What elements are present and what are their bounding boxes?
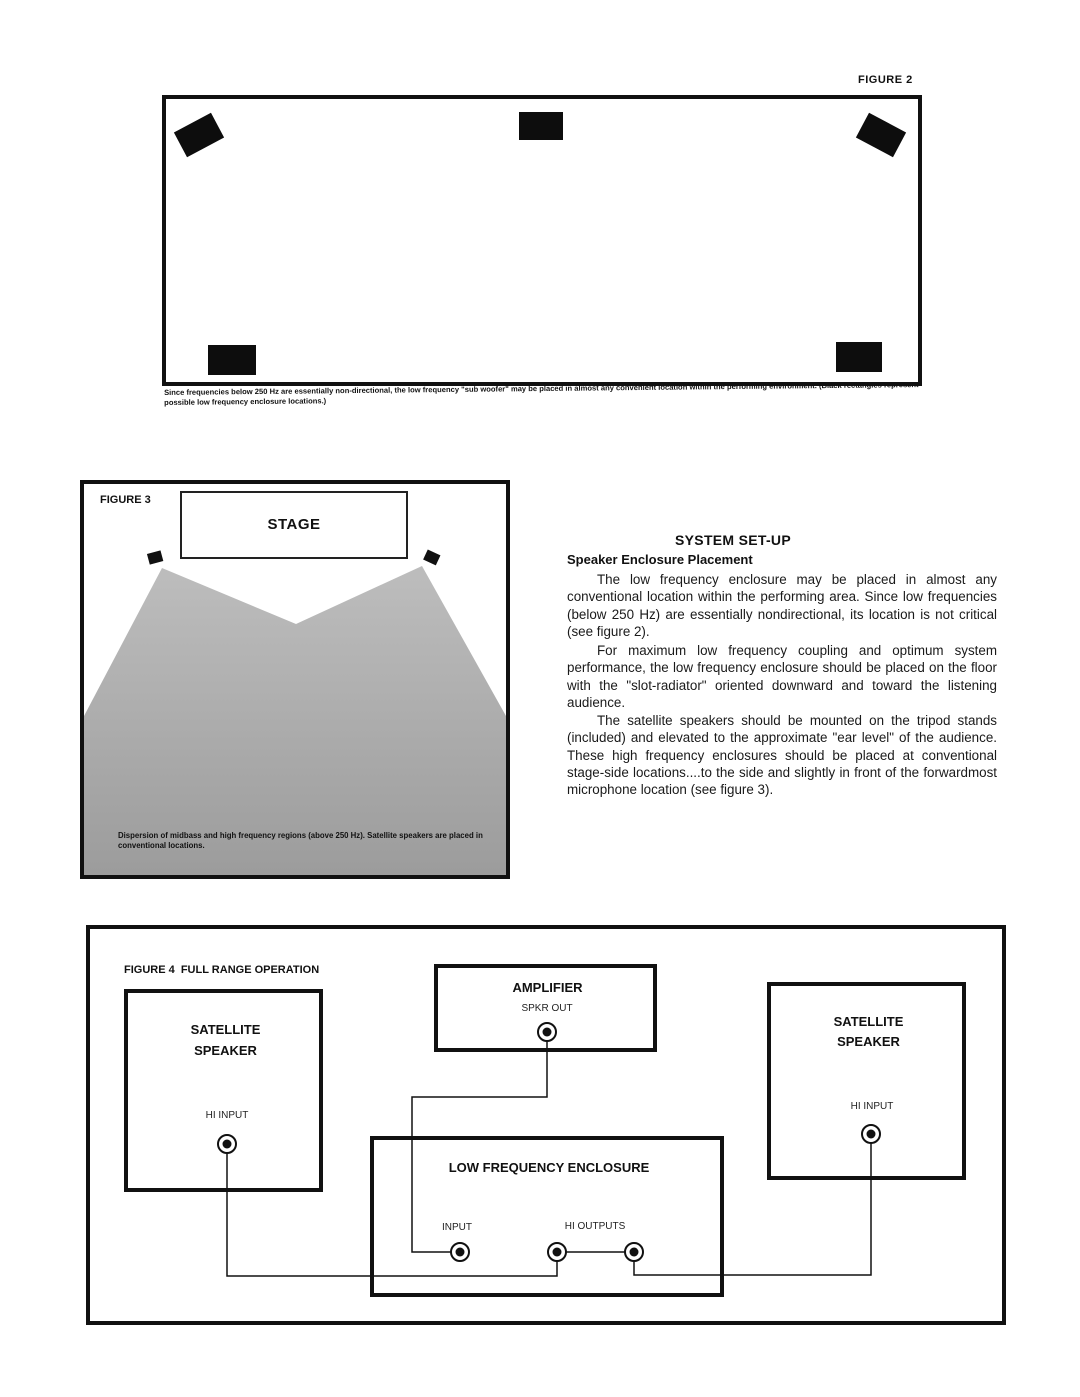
jack-lfe-input	[451, 1243, 469, 1261]
stage-label: STAGE	[267, 516, 321, 533]
jack-left-hi-input	[218, 1135, 236, 1153]
lfe-outputs-label: HI OUTPUTS	[564, 1221, 626, 1232]
figure-4-label: FIGURE 4 FULL RANGE OPERATION	[124, 964, 320, 976]
wire-amp-to-input	[412, 1032, 547, 1252]
figure-3-label: FIGURE 3	[100, 494, 151, 506]
jack-right-hi-input	[862, 1125, 880, 1143]
wire-right-satellite	[634, 1134, 871, 1275]
left-satellite-line1: SATELLITE	[190, 1022, 261, 1037]
lfe-input-label: INPUT	[442, 1222, 472, 1233]
amplifier-title: AMPLIFIER	[512, 980, 583, 995]
right-satellite-line1: SATELLITE	[833, 1014, 904, 1029]
figure-2-caption: Since frequencies below 250 Hz are essentially non-directional, the low frequency "sub woofer" may be placed in almost any convenient location within the performing environment. (Black rectangles represent possible low frequency enclosure locations.)	[164, 380, 919, 407]
jack-lfe-hi-output-1	[548, 1243, 566, 1261]
paragraph-1: The low frequency enclosure may be placed in almost any conventional location within the performing area. Since low frequencies (below 250 Hz) are essentially nondirectional, its location is not critical (see figure 2).	[567, 572, 997, 639]
left-satellite-line2: SPEAKER	[194, 1043, 257, 1058]
section-subtitle: Speaker Enclosure Placement	[567, 552, 753, 567]
right-satellite-line2: SPEAKER	[837, 1034, 900, 1049]
figure-3-caption: Dispersion of midbass and high frequency regions (above 250 Hz). Satellite speakers are placed in conventional locations.	[118, 831, 483, 850]
figure-2-label: FIGURE 2	[858, 74, 913, 86]
amplifier-jack-label: SPKR OUT	[521, 1003, 573, 1014]
paragraph-2: For maximum low frequency coupling and optimum system performance, the low frequency enclosure should be placed on the floor with the "slot-radiator" oriented downward and toward the listening audience.	[567, 643, 997, 710]
paragraph-3: The satellite speakers should be mounted on the tripod stands (included) and elevated to the approximate "ear level" of the audience. These high frequency enclosures should be placed at conventional stage-side locations....to the side and slightly in front of the forwardmost microphone location (see figure 3).	[567, 713, 997, 798]
section-title: SYSTEM SET-UP	[675, 532, 791, 548]
right-satellite-jack-label: HI INPUT	[850, 1101, 894, 1112]
jack-lfe-hi-output-2	[625, 1243, 643, 1261]
left-satellite-jack-label: HI INPUT	[205, 1110, 249, 1121]
jack-spkr-out	[538, 1023, 556, 1041]
left-satellite-box	[126, 991, 321, 1190]
lfe-title: LOW FREQUENCY ENCLOSURE	[448, 1160, 650, 1175]
